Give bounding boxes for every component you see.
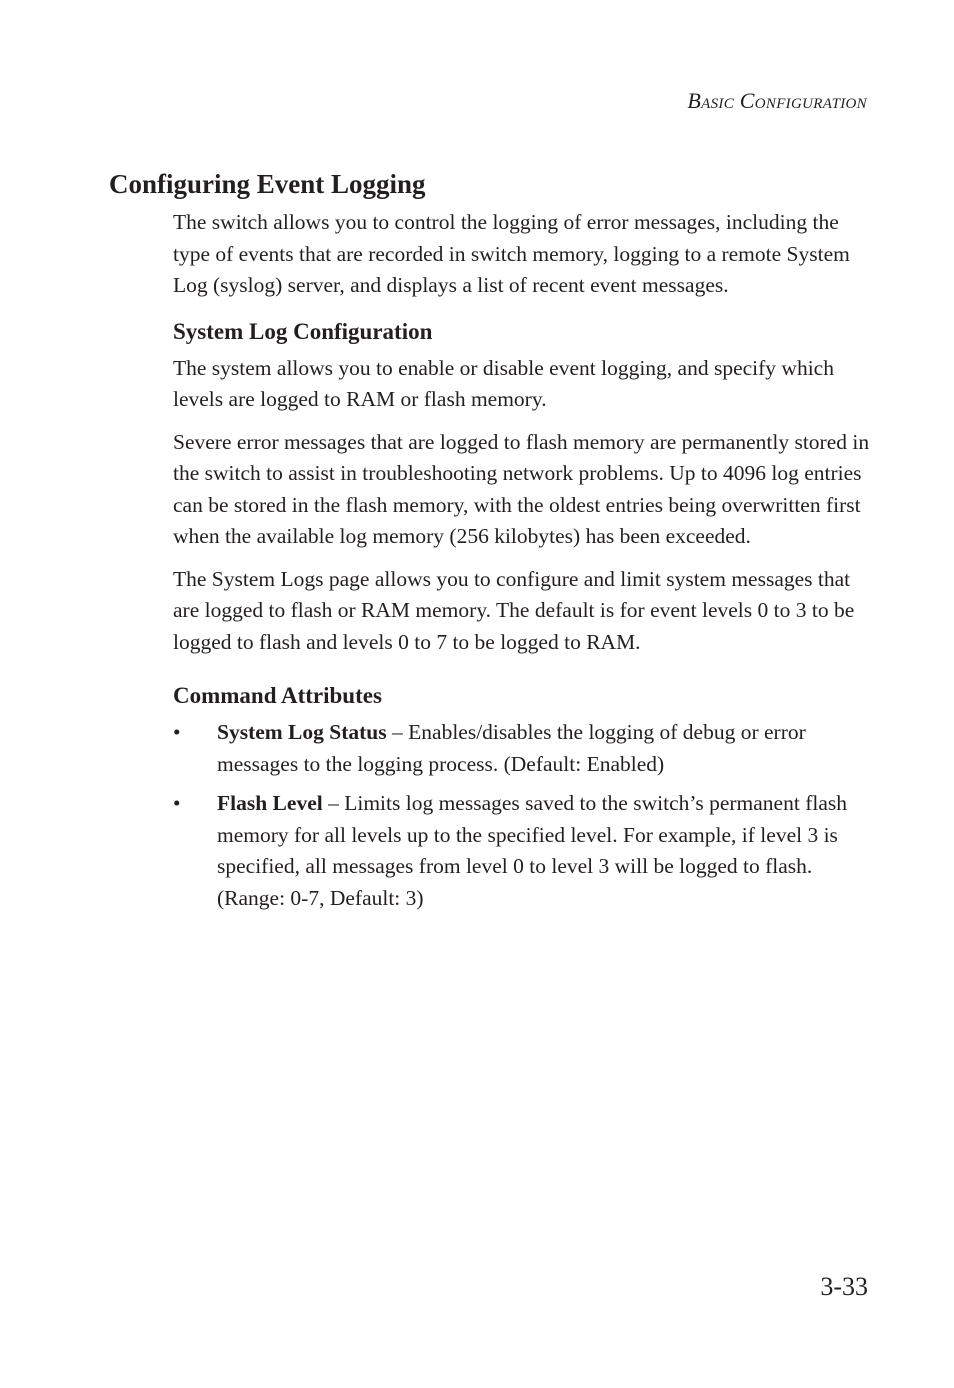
page-number: 3-33 (820, 1272, 868, 1301)
content-body (173, 207, 873, 922)
system-log-config-heading: System Log Configuration (173, 318, 433, 344)
section-title: Configuring Event Logging (109, 169, 426, 199)
intro-paragraph: The switch allows you to control the logging of error messages, including the type of events that are recorded in switch memory, logging to a remote System Log (syslog) server, and displays a list of recent event messages. (173, 210, 850, 297)
bullet-icon: • (173, 720, 181, 744)
command-attributes-list (173, 717, 873, 914)
list-item (173, 717, 873, 780)
bullet-icon: • (173, 791, 181, 815)
attribute-description: – Enables/disables the logging of debug or error messages to the logging process. (Default: Enabled) (217, 720, 806, 776)
attribute-term: Flash Level (217, 791, 323, 815)
running-head: Basic Configuration (687, 88, 867, 113)
syslog-paragraph-3: The System Logs page allows you to configure and limit system messages that are logged to flash or RAM memory. The default is for event levels 0 to 3 to be logged to flash and levels 0 to 7 to be logged to RAM. (173, 566, 855, 654)
syslog-paragraph-2: Severe error messages that are logged to flash memory are permanently stored in the switch to assist in troubleshooting network problems. Up to 4096 log entries can be stored in the flash memory, with the oldest entries being overwritten first when the available log memory (256 kilobytes) has been exceeded. (173, 429, 870, 548)
command-attributes-heading: Command Attributes (173, 683, 382, 708)
list-item (173, 788, 873, 914)
syslog-paragraph-1: The system allows you to enable or disable event logging, and specify which levels are logged to RAM or flash memory. (173, 355, 834, 411)
attribute-term: System Log Status (217, 720, 387, 744)
attribute-description: – Limits log messages saved to the switch’s permanent flash memory for all levels up to the specified level. For example, if level 3 is specified, all messages from level 0 to level 3 will be logged to flash. (Range: 0-7, Default: 3) (217, 791, 847, 910)
